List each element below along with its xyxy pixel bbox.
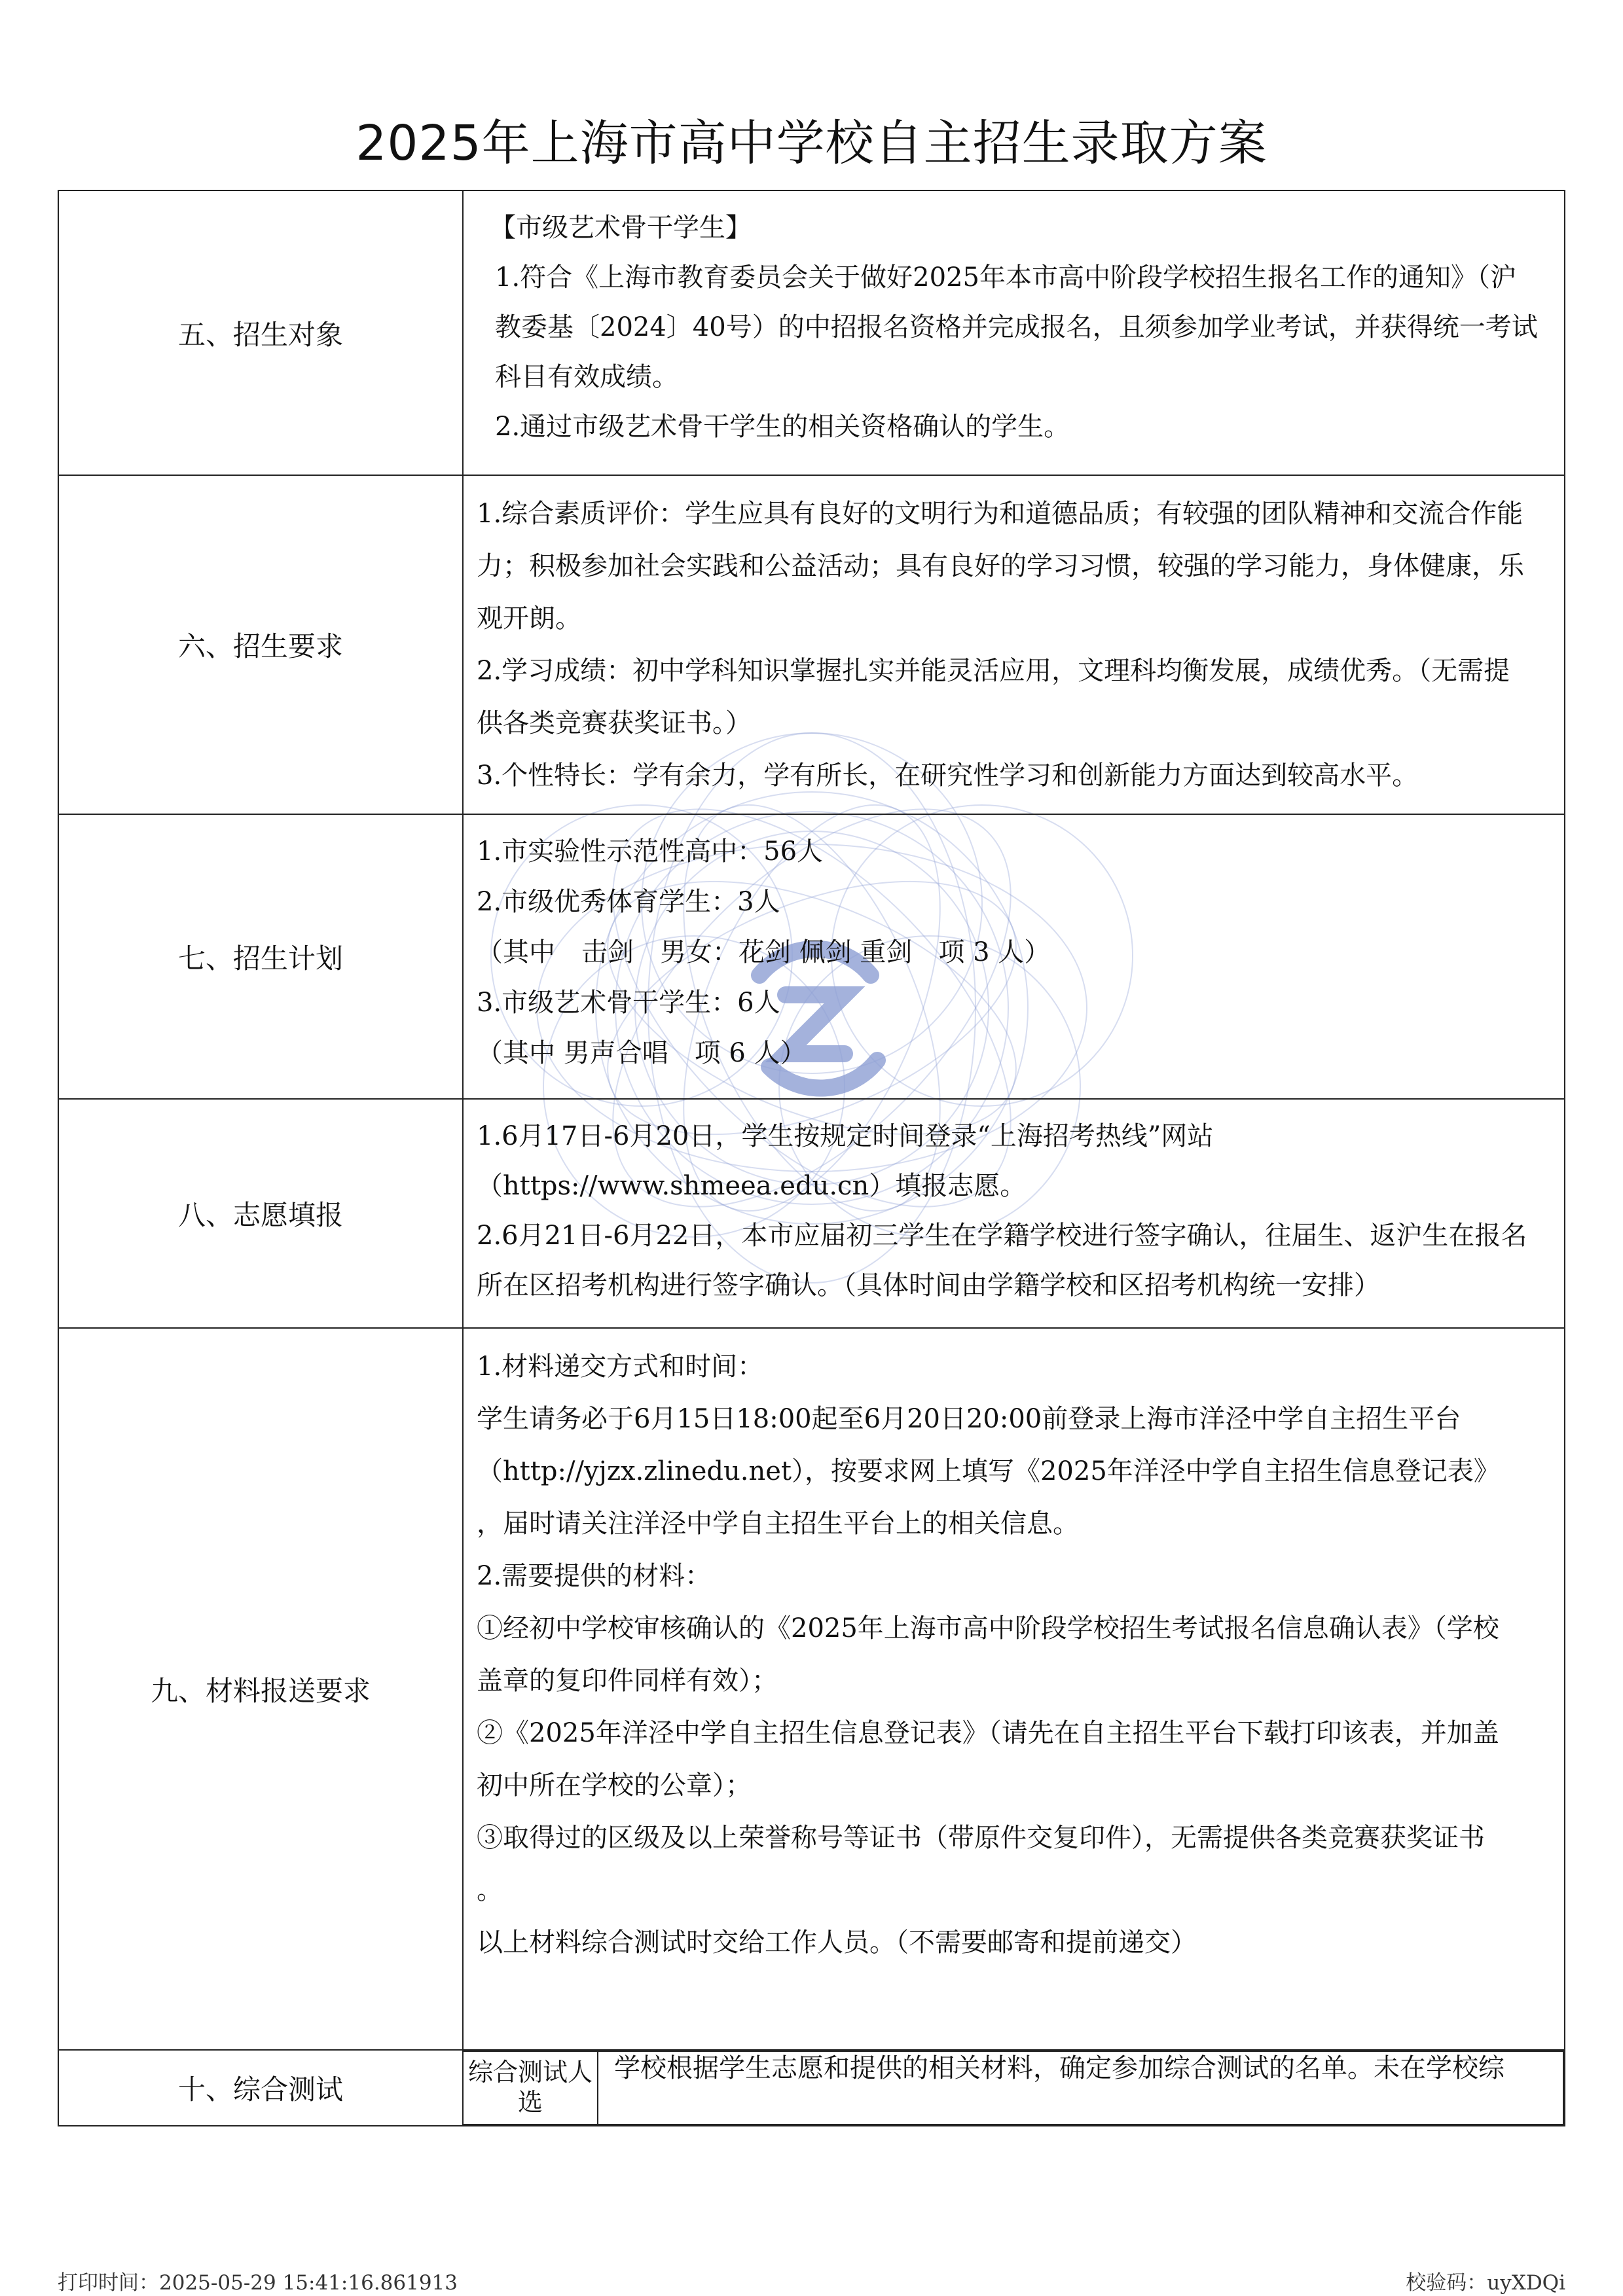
text-line: 1.材料递交方式和时间： (477, 1352, 764, 1382)
text-line: ，届时请关注洋泾中学自主招生平台上的相关信息。 (477, 1509, 1079, 1539)
text-line: 1.综合素质评价：学生应具有良好的文明行为和道德品质；有较强的团队精神和交流合作能 (477, 499, 1523, 529)
text-line: （http://yjzx.zlinedu.net），按要求网上填写《2025年洋泾中学自主招生信息登记表》 (477, 1456, 1500, 1486)
text-line: 2.6月21日-6月22日，本市应届初三学生在学籍学校进行签字确认，往届生、返沪生在报名 (477, 1221, 1527, 1251)
page-title: 2025年上海市高中学校自主招生录取方案 (356, 115, 1267, 171)
print-time: 打印时间：2025-05-29 15:41:16.861913 (58, 2271, 458, 2295)
section-content (463, 1328, 1565, 2050)
table-row (58, 190, 1565, 475)
text-line: ③取得过的区级及以上荣誉称号等证书（带原件交复印件），无需提供各类竞赛获奖证书 (477, 1823, 1485, 1853)
section-label: 六、招生要求 (58, 475, 463, 814)
table-row (58, 2050, 1565, 2126)
text-line: 初中所在学校的公章）； (477, 1770, 752, 1801)
text-line: 3.个性特长：学有余力，学有所长，在研究性学习和创新能力方面达到较高水平。 (477, 761, 1419, 791)
text-line: 科目有效成绩。 (495, 362, 678, 392)
admission-plan-table (58, 190, 1565, 2126)
section-content (463, 190, 1565, 475)
text-line: 以上材料综合测试时交给工作人员。（不需要邮寄和提前递交） (477, 1928, 1197, 1958)
verify-code: 校验码：uyXDQi (1406, 2271, 1565, 2295)
text-line: 2.需要提供的材料： (477, 1561, 712, 1591)
text-line: 学生请务必于6月15日18:00起至6月20日20:00前登录上海市洋泾中学自主招生平台 (477, 1404, 1461, 1434)
text-line: （其中 击剑 男女：花剑 佩剑 重剑 项 3 人） (477, 937, 1051, 967)
text-line: 2.通过市级艺术骨干学生的相关资格确认的学生。 (495, 412, 1070, 442)
text-line: 2.学习成绩：初中学科知识掌握扎实并能灵活应用，文理科均衡发展，成绩优秀。（无需提 (477, 656, 1510, 686)
text-line: 3.市级艺术骨干学生：6人 (477, 988, 780, 1018)
text-line: 盖章的复印件同样有效）； (477, 1666, 778, 1696)
section-label: 九、材料报送要求 (58, 1328, 463, 2050)
table-row (58, 475, 1565, 814)
text-line: 教委基〔2024〕40号）的中招报名资格并完成报名，且须参加学业考试，并获得统一考试 (495, 312, 1538, 342)
text-line: （其中 男声合唱 项 6 人） (477, 1038, 807, 1068)
text-line: 观开朗。 (477, 603, 581, 634)
table-row (58, 814, 1565, 1099)
section-label: 五、招生对象 (58, 190, 463, 475)
section-content (463, 475, 1565, 814)
sub-table (464, 2051, 1564, 2125)
text-line: ②《2025年洋泾中学自主招生信息登记表》（请先在自主招生平台下载打印该表，并加盖 (477, 1718, 1499, 1748)
section-content (463, 2050, 1565, 2126)
text-line: 【市级艺术骨干学生】 (490, 213, 752, 243)
sub-label: 综合测试人选 (464, 2051, 598, 2125)
text-line: 所在区招考机构进行签字确认。（具体时间由学籍学校和区招考机构统一安排） (477, 1270, 1380, 1300)
sub-text: 学校根据学生志愿和提供的相关材料，确定参加综合测试的名单。未在学校综 (598, 2051, 1563, 2125)
text-line: 供各类竞赛获奖证书。） (477, 708, 752, 738)
section-content (463, 814, 1565, 1099)
section-content (463, 1099, 1565, 1328)
table-row (58, 1328, 1565, 2050)
table-row (58, 1099, 1565, 1328)
text-line: 。 (477, 1875, 503, 1905)
section-label: 八、志愿填报 (58, 1099, 463, 1328)
text-line: 1.6月17日-6月20日，学生按规定时间登录“上海招考热线”网站 (477, 1121, 1214, 1151)
text-line: 力；积极参加社会实践和公益活动；具有良好的学习习惯，较强的学习能力，身体健康，乐 (477, 551, 1524, 581)
text-line: 1.市实验性示范性高中：56人 (477, 836, 824, 867)
text-line: （https://www.shmeea.edu.cn）填报志愿。 (477, 1171, 1027, 1201)
text-line: 1.符合《上海市教育委员会关于做好2025年本市高中阶段学校招生报名工作的通知》（沪 (495, 262, 1516, 293)
text-line: ①经初中学校审核确认的《2025年上海市高中阶段学校招生考试报名信息确认表》（学校 (477, 1613, 1499, 1643)
section-label: 十、综合测试 (58, 2050, 463, 2126)
section-label: 七、招生计划 (58, 814, 463, 1099)
text-line: 2.市级优秀体育学生：3人 (477, 887, 780, 917)
